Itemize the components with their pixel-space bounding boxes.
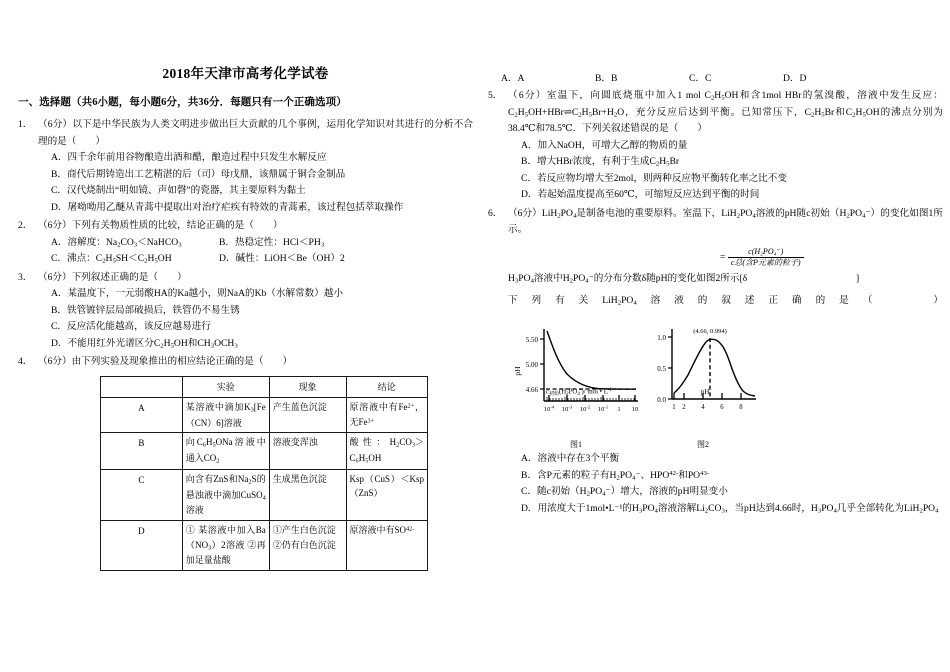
question-4-choice-d: D．D [783, 73, 807, 84]
question-6-justified-stem: 下列有关$LiH_2PO_4$溶液的叙述正确的是（ ） [508, 294, 943, 307]
question-2-options-row-1 [51, 235, 473, 252]
question-5-option-d: D．若起始温度提高至60℃，可缩短反应达到平衡的时间 [521, 189, 760, 201]
formula-fraction [720, 247, 804, 268]
row-b-phenomenon: 溶液变浑浊 [269, 433, 346, 470]
svg-text:10: 10 [631, 406, 639, 414]
table-row [101, 433, 428, 470]
question-3-option-d: D．不能用红外光谱区分$C_2H_5OH$和$CH_3OCH_3$ [51, 337, 238, 350]
table-row [101, 520, 428, 570]
question-5-number: 5． [488, 90, 503, 102]
figure-2 [644, 323, 762, 450]
row-d-label: D [101, 520, 183, 570]
row-d-conclusion: 原溶液中有$SO^{42-}$ [346, 520, 427, 570]
formula-denominator: c总(含P元素的粒子) [730, 257, 801, 267]
question-2 [18, 218, 473, 268]
row-c-experiment: 向含有ZnS和$Na_2S$的悬浊液中滴加CuSO$_4$溶液 [182, 469, 269, 520]
figure-1-plot [510, 323, 642, 435]
question-3-number: 3． [18, 271, 33, 283]
row-c-phenomenon: 生成黑色沉淀 [269, 469, 346, 520]
question-2-option-b: B．热稳定性：$HCl<PH_3$ [219, 236, 325, 249]
figure-2-plot [644, 323, 762, 435]
section-heading: 一、选择题（共6小题，每小题6分，共36分．每题只有一个正确选项） [18, 97, 347, 108]
table-header-row [101, 376, 428, 398]
row-d-phenomenon: ①产生白色沉淀 ②仍有白色沉淀 [269, 520, 346, 570]
row-c-label: C [101, 469, 183, 520]
svg-text:0.5: 0.5 [657, 365, 666, 374]
formula-lead-text: $H_3PO_4$溶液中$H_2PO_4^-$的分布分数δ随pH的变化如图2所示[δ [508, 272, 748, 285]
row-a-label: A [101, 398, 183, 433]
question-4 [18, 354, 473, 371]
svg-text:1: 1 [617, 406, 621, 414]
formula-numerator: c(H₂PO₄⁻) [728, 247, 804, 258]
left-column [18, 0, 473, 672]
experiment-table [100, 376, 428, 571]
row-b-conclusion: 酸性：$H_2CO_3>C_6H_5OH$ [346, 433, 427, 470]
row-b-label: B [101, 433, 183, 470]
question-5-score: （6分） [508, 90, 547, 102]
question-6-number: 6． [488, 207, 503, 219]
row-b-experiment: 向$C_6H_5ONa$溶液中通入$CO_2$ [182, 433, 269, 470]
row-c-conclusion: Ksp（CuS）＜Ksp（ZnS） [346, 469, 427, 520]
question-4-score: （6分） [38, 356, 72, 367]
table-header-phenomenon: 现象 [269, 376, 346, 398]
svg-text:pH: pH [513, 366, 522, 376]
row-a-conclusion: 原溶液中有$Fe^{2+}$，无$Fe^{3+}$ [346, 398, 427, 433]
question-1-option-b: B．商代后期铸造出工艺精湛的后（司）母戊鼎，该鼎属于铜合金制品 [51, 168, 346, 180]
row-d-experiment: ① 某溶液中加入$Ba(NO_3)2$溶液 ②再加足量盐酸 [182, 520, 269, 570]
row-a-phenomenon: 产生蓝色沉淀 [269, 398, 346, 433]
question-3-option-b: B．铁管镀锌层局部破损后，铁管仍不易生锈 [51, 304, 240, 316]
svg-text:2: 2 [682, 404, 686, 412]
question-2-option-a: A．溶解度：$Na_2CO_3<NaHCO_3$ [51, 236, 182, 249]
question-5-option-a: A．加入NaOH，可增大乙醇的物质的量 [521, 139, 688, 151]
figure-1-caption: 图1 [570, 440, 582, 450]
svg-text:10-3: $10^{-3}$ [561, 404, 573, 414]
figure-2-caption: 图2 [697, 440, 709, 450]
question-4-choice-b: B．B [595, 73, 618, 84]
figure-2-peak-annotation: (4.66, 0.994) [693, 328, 727, 336]
question-6-stem: （6分）$LiH_2PO_4$是制备电池的重要原料。室温下，$LiH_2PO_4$溶液的pH随c初始$(H_2PO_4^-)$的变化如图1所示。 [508, 207, 943, 236]
svg-text:10-4: $10^{-4}$ [543, 404, 555, 414]
question-5-stem: （6分）室温下，向圆底烧瓶中加入1 mol $C_2H_5OH$和含1mol HBr的氢溴酸，溶液中发生反应：$C_2H_5OH+HBr\rightleftharpoons C_2H_5Br+H_2O$，充分反应后达到平衡。已知常压下，$C_2H_5Br$和$C_2H_5OH$的沸点分别为38.4℃和78.5℃．下列关叙述错误的是（ ） [508, 90, 944, 135]
question-2-number: 2． [18, 220, 33, 231]
question-4-answer-choices [501, 70, 943, 88]
question-2-option-d: D．碱性：LiOH＜Be（OH）2 [219, 253, 345, 264]
question-1-number: 1． [18, 119, 33, 130]
svg-text:8: 8 [739, 404, 743, 412]
question-1-option-a: A．四千余年前用谷物酿造出酒和醋，酿造过程中只发生水解反应 [51, 152, 327, 163]
question-6-score: （6分） [508, 207, 542, 219]
question-6-option-c: C．随c初始$(H_2PO_4^-)$增大，溶液的pH明显变小 [521, 486, 728, 498]
question-5-option-c: C．若反应物均增大至2mol，则两种反应物平衡转化率之比不变 [521, 172, 787, 184]
question-6-option-d: D．用浓度大于1mol•L⁻¹的$H_3PO_4$溶液溶解$Li_2CO_3$，当pH达到4.66时，$H_3PO_4$几乎全部转化为$LiH_2PO_4$ [521, 502, 939, 515]
question-2-score: （6分） [38, 220, 72, 231]
svg-text:5.00: 5.00 [525, 361, 538, 370]
figure-1-xlabel: $c_{初始}(H_2PO_4^-)/$ mol • $L^{-1}$ [545, 388, 613, 397]
question-2-option-c: C．沸点：$C_2H_5SH<C_2H_5OH$ [51, 253, 172, 265]
svg-text:10-2: $10^{-2}$ [579, 404, 591, 414]
distribution-fraction-formula-line [508, 241, 943, 293]
figure-2-xlabel: pH [700, 388, 710, 397]
right-column [488, 0, 943, 672]
svg-text:4: 4 [701, 404, 705, 412]
page-title: 2018年天津市高考化学试卷 [162, 66, 329, 81]
figure-1 [510, 323, 642, 450]
table-row [101, 469, 428, 520]
formula-closing-bracket: ] [856, 272, 860, 284]
question-1-option-c: C．汉代烧制出“明如镜、声如磬”的瓷器，其主要原料为黏土 [51, 185, 306, 196]
question-2-stem: （6分）下列有关物质性质的比较，结论正确的是（ ） [38, 220, 283, 231]
question-4-choice-a: A．A [501, 73, 525, 84]
question-1-score: （6分） [38, 119, 73, 130]
question-3-option-c: C．反应活化能越高，该反应越易进行 [51, 321, 211, 332]
question-1-option-d: D．屠呦呦用乙醚从青蒿中提取出对治疗疟疾有特效的青蒿素，该过程包括萃取操作 [51, 201, 404, 213]
question-5-option-b: B．增大HBr浓度，有利于生成$C_2H_5Br$ [521, 156, 680, 168]
question-4-stem: （6分）由下列实验及现象推出的相应结论正确的是（ ） [38, 356, 293, 367]
table-header-blank [101, 376, 183, 398]
question-6-option-b: B．含P元素的粒子有$H_2PO_4^-$、$HPO^{42-}$和$PO^{43-}$ [521, 469, 710, 482]
question-1-stem: （6分）以下是中华民族为人类文明进步做出巨大贡献的几个事例，运用化学知识对其进行的分析不合理的是（ ） [38, 119, 473, 147]
question-6 [488, 206, 943, 239]
question-3-option-a: A．某温度下，一元弱酸HA的Ka越小，则NaA的Kb（水解常数）越小 [51, 288, 344, 299]
question-6-option-a: A．溶液中存在3个平衡 [521, 453, 620, 465]
table-header-conclusion: 结论 [346, 376, 427, 398]
formula-equals: = [720, 251, 726, 263]
table-header-experiment: 实验 [182, 376, 269, 398]
svg-text:10-1: $10^{-1}$ [597, 404, 609, 414]
svg-text:1.0: 1.0 [657, 334, 666, 343]
question-1 [18, 117, 473, 216]
question-4-choice-c: C．C [689, 73, 712, 84]
question-4-number: 4． [18, 356, 33, 367]
svg-text:0.0: 0.0 [657, 396, 666, 405]
row-a-experiment: 某溶液中滴加$K_3[Fe(CN)6]$溶液 [182, 398, 269, 433]
question-2-options-row-2 [51, 251, 473, 268]
svg-text:5.50: 5.50 [525, 336, 538, 345]
svg-text:6: 6 [720, 404, 724, 412]
question-3 [18, 270, 473, 353]
figures-container [504, 323, 943, 451]
svg-text:1: 1 [672, 404, 676, 412]
table-row [101, 398, 428, 433]
question-5 [488, 88, 943, 204]
question-3-score: （6分） [38, 271, 72, 283]
question-3-stem: （6分）下列叙述正确的是（ ） [38, 271, 187, 283]
svg-text:4.66: 4.66 [525, 386, 538, 395]
